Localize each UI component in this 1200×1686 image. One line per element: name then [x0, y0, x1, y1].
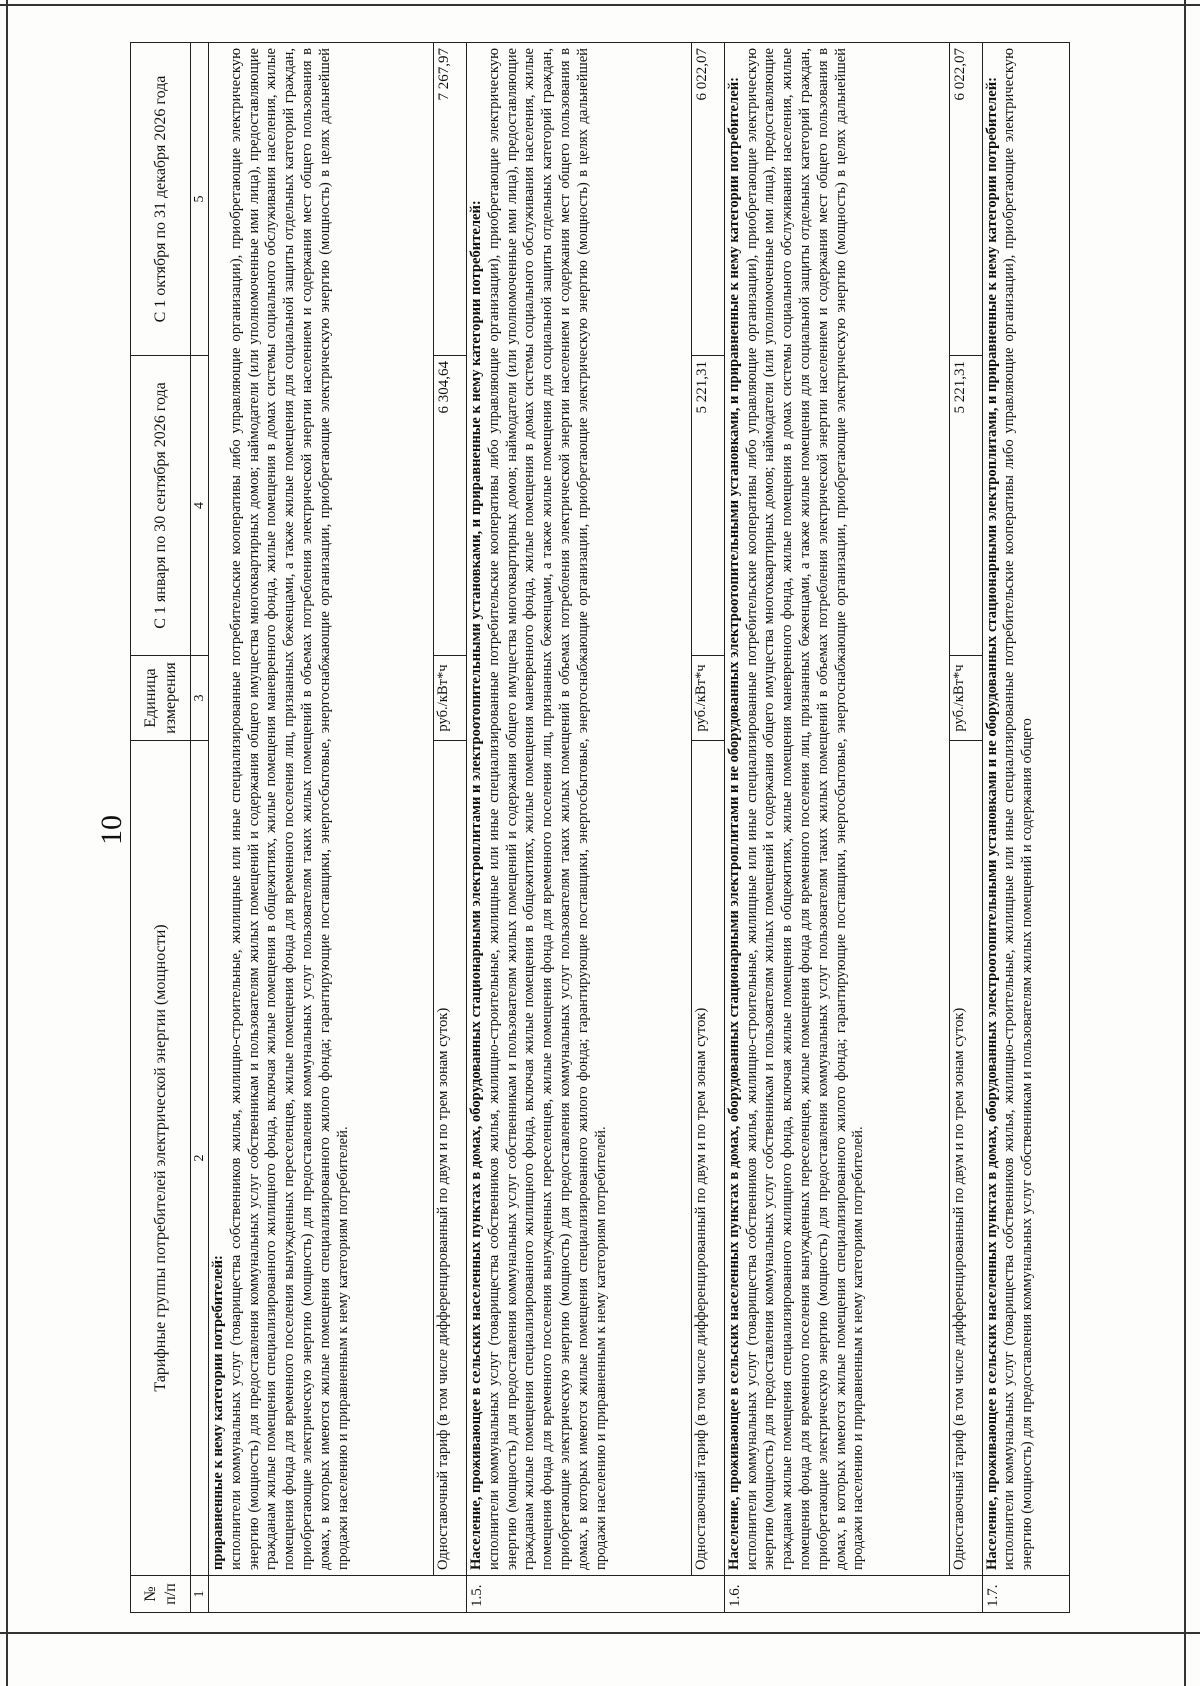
row-number: 1.5. [466, 1576, 724, 1613]
column-number: 1 [191, 1576, 209, 1613]
row-number: 1.7. [982, 1576, 1069, 1613]
row-text: исполнители коммунальных услуг (товарищества собственников жилья, жилищно-строительные, жилищные или иные специализированные потребительские кооперативы либо управляющие организации), приобретающие электрическую энергию (мощность) для предоставления коммунальных услуг собственникам и пользователям жилых помещений и содержания общего имущества многоквартирных домов; наймодатели (или уполномоченные ими лица), предоставляющие гражданам жилые помещения специализированного жилищного фонда, включая жилые помещения в общежитиях, жилые помещения маневренного фонда, жилые помещения в домах системы социального обслуживания населения, жилые помещения фонда для временного поселения вынужденных переселенцев, жилые помещения фонда для временного поселения лиц, признанных беженцами, а также жилые помещения для социальной защиты отдельных категорий граждан, приобретающие электрическую энергию (мощность) для предоставления коммунальных услуг пользователям таких жилых помещений в объемах потребления электрической энергии населением и содержания мест общего пользования в домах, в которых имеются жилые помещения специализированного жилого фонда; гарантирующие поставщики, энергосбытовые, энергоснабжающие организации, приобретающие электрическую энергию (мощность) в целях дальнейшей продажи населению и приравненным к нему категориям потребителей. [227, 48, 351, 1570]
table-row [466, 43, 691, 1613]
tariff-label: Одноставочный тариф (в том числе дифференцированный по двум и по трем зонам суток) [434, 741, 467, 1576]
row-heading: Население, проживающее в сельских населенных пунктах в домах, оборудованных электроотопительными установками и не оборудованных стационарными электроплитами, и приравненные к нему категории потребителей: [983, 77, 1000, 1570]
row-number [209, 1576, 467, 1613]
row-text: исполнители коммунальных услуг (товарищества собственников жилья, жилищно-строительные, жилищные или иные специализированные потребительские кооперативы либо управляющие организации), приобретающие электрическую энергию (мощность) для предоставления коммунальных услуг собственникам и пользователям жилых помещений и содержания общего имущества многоквартирных домов; наймодатели (или уполномоченные ими лица), предоставляющие гражданам жилые помещения специализированного жилищного фонда, включая жилые помещения в общежитиях, жилые помещения маневренного фонда, жилые помещения в домах системы социального обслуживания населения, жилые помещения фонда для временного поселения вынужденных переселенцев, жилые помещения фонда для временного поселения лиц, признанных беженцами, а также жилые помещения для социальной защиты отдельных категорий граждан, приобретающие электрическую энергию (мощность) для предоставления коммунальных услуг пользователям таких жилых помещений в объемах потребления электрической энергии населением и содержания мест общего пользования в домах, в которых имеются жилые помещения специализированного жилого фонда; гарантирующие поставщики, энергосбытовые, энергоснабжающие организации, приобретающие электрическую энергию (мощность) в целях дальнейшей продажи населению и приравненным к нему категориям потребителей. [743, 48, 867, 1570]
row-heading: приравненные к нему категории потребителей: [210, 1255, 227, 1570]
column-number: 5 [191, 43, 209, 356]
column-number-row [191, 43, 209, 1613]
header-period-1: С 1 января по 30 сентября 2026 года [131, 356, 191, 656]
tariff-table-container [130, 43, 1070, 1613]
row-description [982, 43, 1069, 1576]
table-row [982, 43, 1069, 1613]
header-unit: Единица измерения [131, 656, 191, 741]
tariff-row [949, 43, 982, 1613]
row-description [466, 43, 691, 1576]
tariff-value-period-2: 7 267,97 [434, 43, 467, 356]
row-text: исполнители коммунальных услуг (товарищества собственников жилья, жилищно-строительные, жилищные или иные специализированные потребительские кооперативы либо управляющие организации), приобретающие электрическую энергию (мощность) для предоставления коммунальных услуг собственникам и пользователям жилых помещений и содержания общего [1001, 48, 1036, 1570]
tariff-unit: руб./кВт*ч [434, 656, 467, 741]
row-text: исполнители коммунальных услуг (товарищества собственников жилья, жилищно-строительные, жилищные или иные специализированные потребительские кооперативы либо управляющие организации), приобретающие электрическую энергию (мощность) для предоставления коммунальных услуг собственникам и пользователям жилых помещений и содержания общего имущества многоквартирных домов; наймодатели (или уполномоченные ими лица), предоставляющие гражданам жилые помещения специализированного жилищного фонда, включая жилые помещения в общежитиях, жилые помещения маневренного фонда, жилые помещения в домах системы социального обслуживания населения, жилые помещения фонда для временного поселения вынужденных переселенцев, жилые помещения фонда для временного поселения лиц, признанных беженцами, а также жилые помещения для социальной защиты отдельных категорий граждан, приобретающие электрическую энергию (мощность) для предоставления коммунальных услуг пользователям таких жилых помещений в объемах потребления электрической энергии населением и содержания мест общего пользования в домах, в которых имеются жилые помещения специализированного жилого фонда; гарантирующие поставщики, энергосбытовые, энергоснабжающие организации, приобретающие электрическую энергию (мощность) в целях дальнейшей продажи населению и приравненным к нему категориям потребителей. [485, 48, 609, 1570]
tariff-table [130, 42, 1070, 1613]
tariff-value-period-1: 5 221,31 [949, 356, 982, 656]
page-number: 10 [95, 815, 128, 845]
table-row [209, 43, 434, 1613]
column-number: 4 [191, 356, 209, 656]
row-heading: Население, проживающее в сельских населенных пунктах в домах, оборудованных стационарными электроплитами и электроотопительными установками, и приравненные к нему категории потребителей: [467, 200, 484, 1570]
tariff-value-period-1: 5 221,31 [691, 356, 724, 656]
tariff-unit: руб./кВт*ч [949, 656, 982, 741]
row-description [724, 43, 949, 1576]
header-period-2: С 1 октября по 31 декабря 2026 года [131, 43, 191, 356]
tariff-label: Одноставочный тариф (в том числе дифференцированный по двум и по трем зонам суток) [949, 741, 982, 1576]
tariff-value-period-1: 6 304,64 [434, 356, 467, 656]
column-number: 2 [191, 741, 209, 1576]
tariff-row [434, 43, 467, 1613]
header-group: Тарифные группы потребителей электрической энергии (мощности) [131, 741, 191, 1576]
row-description [209, 43, 434, 1576]
column-number: 3 [191, 656, 209, 741]
table-header-row [131, 43, 191, 1613]
tariff-unit: руб./кВт*ч [691, 656, 724, 741]
table-row [724, 43, 949, 1613]
row-heading: Население, проживающее в сельских населенных пунктах в домах, оборудованных стационарными электроплитами и не оборудованных электроотопительными установками, и приравненные к нему категории потребителей: [725, 77, 742, 1570]
header-num: № п/п [131, 1576, 191, 1613]
tariff-value-period-2: 6 022,07 [949, 43, 982, 356]
tariff-value-period-2: 6 022,07 [691, 43, 724, 356]
tariff-row [691, 43, 724, 1613]
tariff-label: Одноставочный тариф (в том числе дифференцированный по двум и по трем зонам суток) [691, 741, 724, 1576]
row-number: 1.6. [724, 1576, 982, 1613]
